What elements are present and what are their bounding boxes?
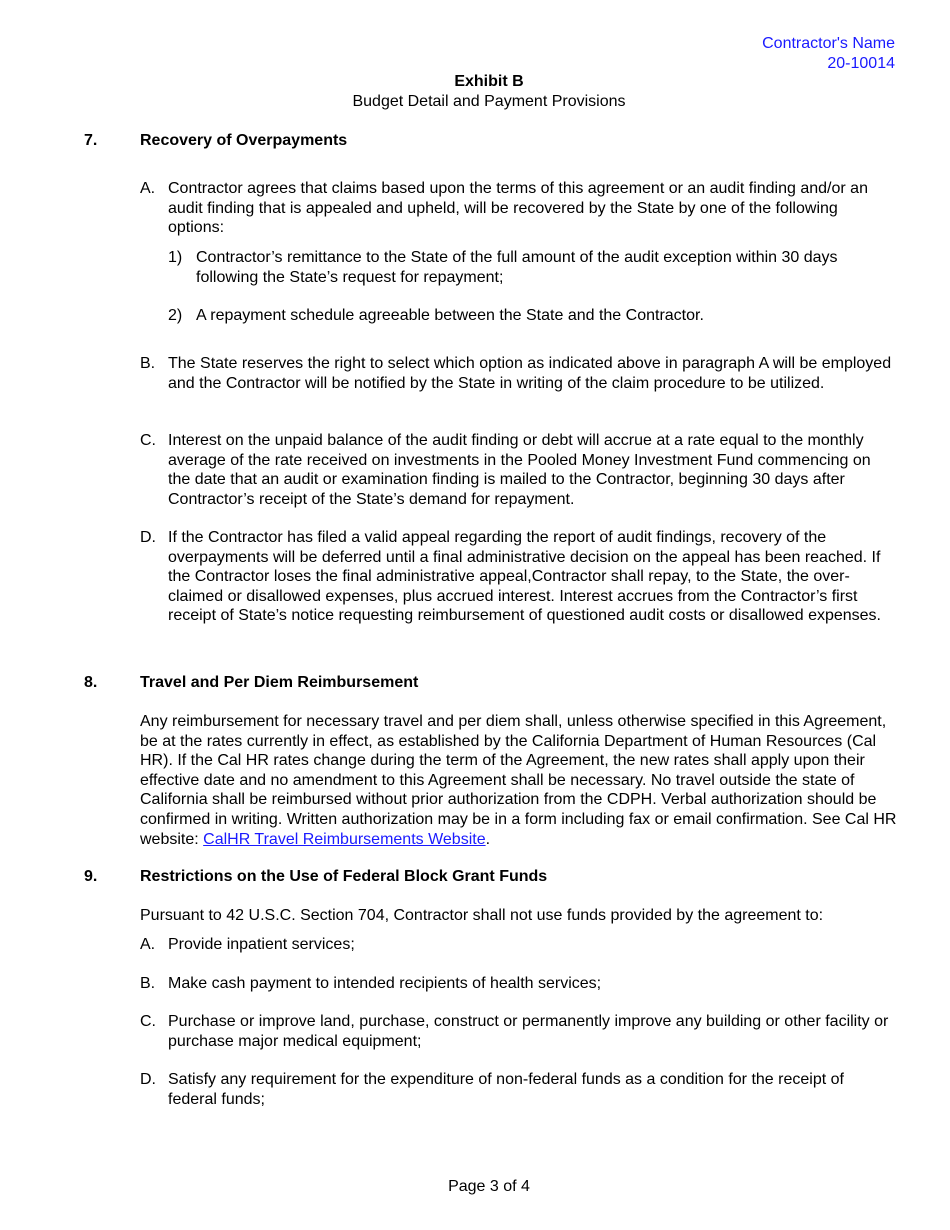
item-label: C. <box>140 432 156 449</box>
item-label: D. <box>140 529 156 546</box>
section-7-option-1 <box>168 248 896 287</box>
section-7-item-b <box>140 354 896 393</box>
item-label: D. <box>140 1071 156 1088</box>
section-9-heading <box>84 867 547 887</box>
section-7-option-2 <box>168 306 896 326</box>
title-block <box>0 72 950 111</box>
item-text: Provide inpatient services; <box>168 936 355 953</box>
section-9-item-a <box>140 935 896 955</box>
section-7-item-a <box>140 179 896 238</box>
contractor-name: Contractor's Name <box>762 35 895 52</box>
item-text: Interest on the unpaid balance of the audit finding or debt will accrue at a rate equal to the monthly average of the rate received on investments in the Pooled Money Investment Fund commencing on the date that an audit or examination finding is mailed to the Contractor, beginning 30 days after Contractor’s receipt of the State’s demand for repayment. <box>168 432 871 508</box>
item-text: The State reserves the right to select which option as indicated above in paragraph A will be employed and the Contractor will be notified by the State in writing of the claim procedure to be utilized. <box>168 355 892 392</box>
section-9-intro: Pursuant to 42 U.S.C. Section 704, Contractor shall not use funds provided by the agreement to: <box>140 907 824 924</box>
exhibit-subtitle: Budget Detail and Payment Provisions <box>352 92 626 110</box>
body-text: Any reimbursement for necessary travel and per diem shall, unless otherwise specified in this Agreement, be at the rates currently in effect, as established by the California Department of Human Resources (Cal HR). If the Cal HR rates change during the term of the Agreement, the new rates shall apply upon their effective date and no amendment to this Agreement shall be necessary. No travel outside the state of California shall be reimbursed without prior authorization from the CDPH. Verbal authorization should be confirmed in writing. Written authorization may be in a form including fax or email confirmation. See Cal HR website: <box>140 713 897 848</box>
item-text: Contractor agrees that claims based upon the terms of this agreement or an audit finding and/or an audit finding that is appealed and upheld, will be recovered by the State by one of the following options: <box>168 180 868 237</box>
section-7-item-c <box>140 431 896 509</box>
calhr-website-link[interactable]: CalHR Travel Reimbursements Website <box>203 830 486 848</box>
option-label: 1) <box>168 249 183 266</box>
contractor-header <box>762 34 895 73</box>
section-7-heading <box>84 131 347 151</box>
item-label: B. <box>140 975 156 992</box>
section-title: Travel and Per Diem Reimbursement <box>140 674 419 691</box>
item-text: Make cash payment to intended recipients of health services; <box>168 975 602 992</box>
section-8-body <box>140 712 900 849</box>
item-text: Purchase or improve land, purchase, construct or permanently improve any building or other facility or purchase major medical equipment; <box>168 1013 889 1050</box>
section-8-heading <box>84 673 418 693</box>
contract-number: 20-10014 <box>827 54 895 72</box>
option-text: A repayment schedule agreeable between the State and the Contractor. <box>196 307 704 324</box>
section-title: Recovery of Overpayments <box>140 132 348 149</box>
section-9-item-b <box>140 974 896 994</box>
item-label: A. <box>140 180 156 197</box>
page-number: Page 3 of 4 <box>448 1178 530 1195</box>
section-title: Restrictions on the Use of Federal Block Grant Funds <box>140 868 548 885</box>
item-label: B. <box>140 355 156 372</box>
section-number: 9. <box>84 868 98 885</box>
section-number: 8. <box>84 674 98 691</box>
section-7-item-d <box>140 528 896 626</box>
section-9-item-c <box>140 1012 896 1051</box>
option-text: Contractor’s remittance to the State of the full amount of the audit exception within 30 days following the State’s request for repayment; <box>196 249 838 286</box>
exhibit-title: Exhibit B <box>454 73 524 90</box>
body-end: . <box>485 830 491 848</box>
section-number: 7. <box>84 132 98 149</box>
item-text: Satisfy any requirement for the expenditure of non-federal funds as a condition for the receipt of federal funds; <box>168 1071 844 1108</box>
item-label: A. <box>140 936 156 953</box>
item-label: C. <box>140 1013 156 1030</box>
item-text: If the Contractor has filed a valid appeal regarding the report of audit findings, recovery of the overpayments will be deferred until a final administrative decision on the appeal has been reached. If the Contractor loses the final administrative appeal,Contractor shall repay, to the State, the over-claimed or disallowed expenses, plus accrued interest. Interest accrues from the Contractor’s first receipt of State’s notice requesting reimbursement of questioned audit costs or disallowed expenses. <box>168 529 881 625</box>
section-9-item-d <box>140 1070 896 1109</box>
option-label: 2) <box>168 307 183 324</box>
